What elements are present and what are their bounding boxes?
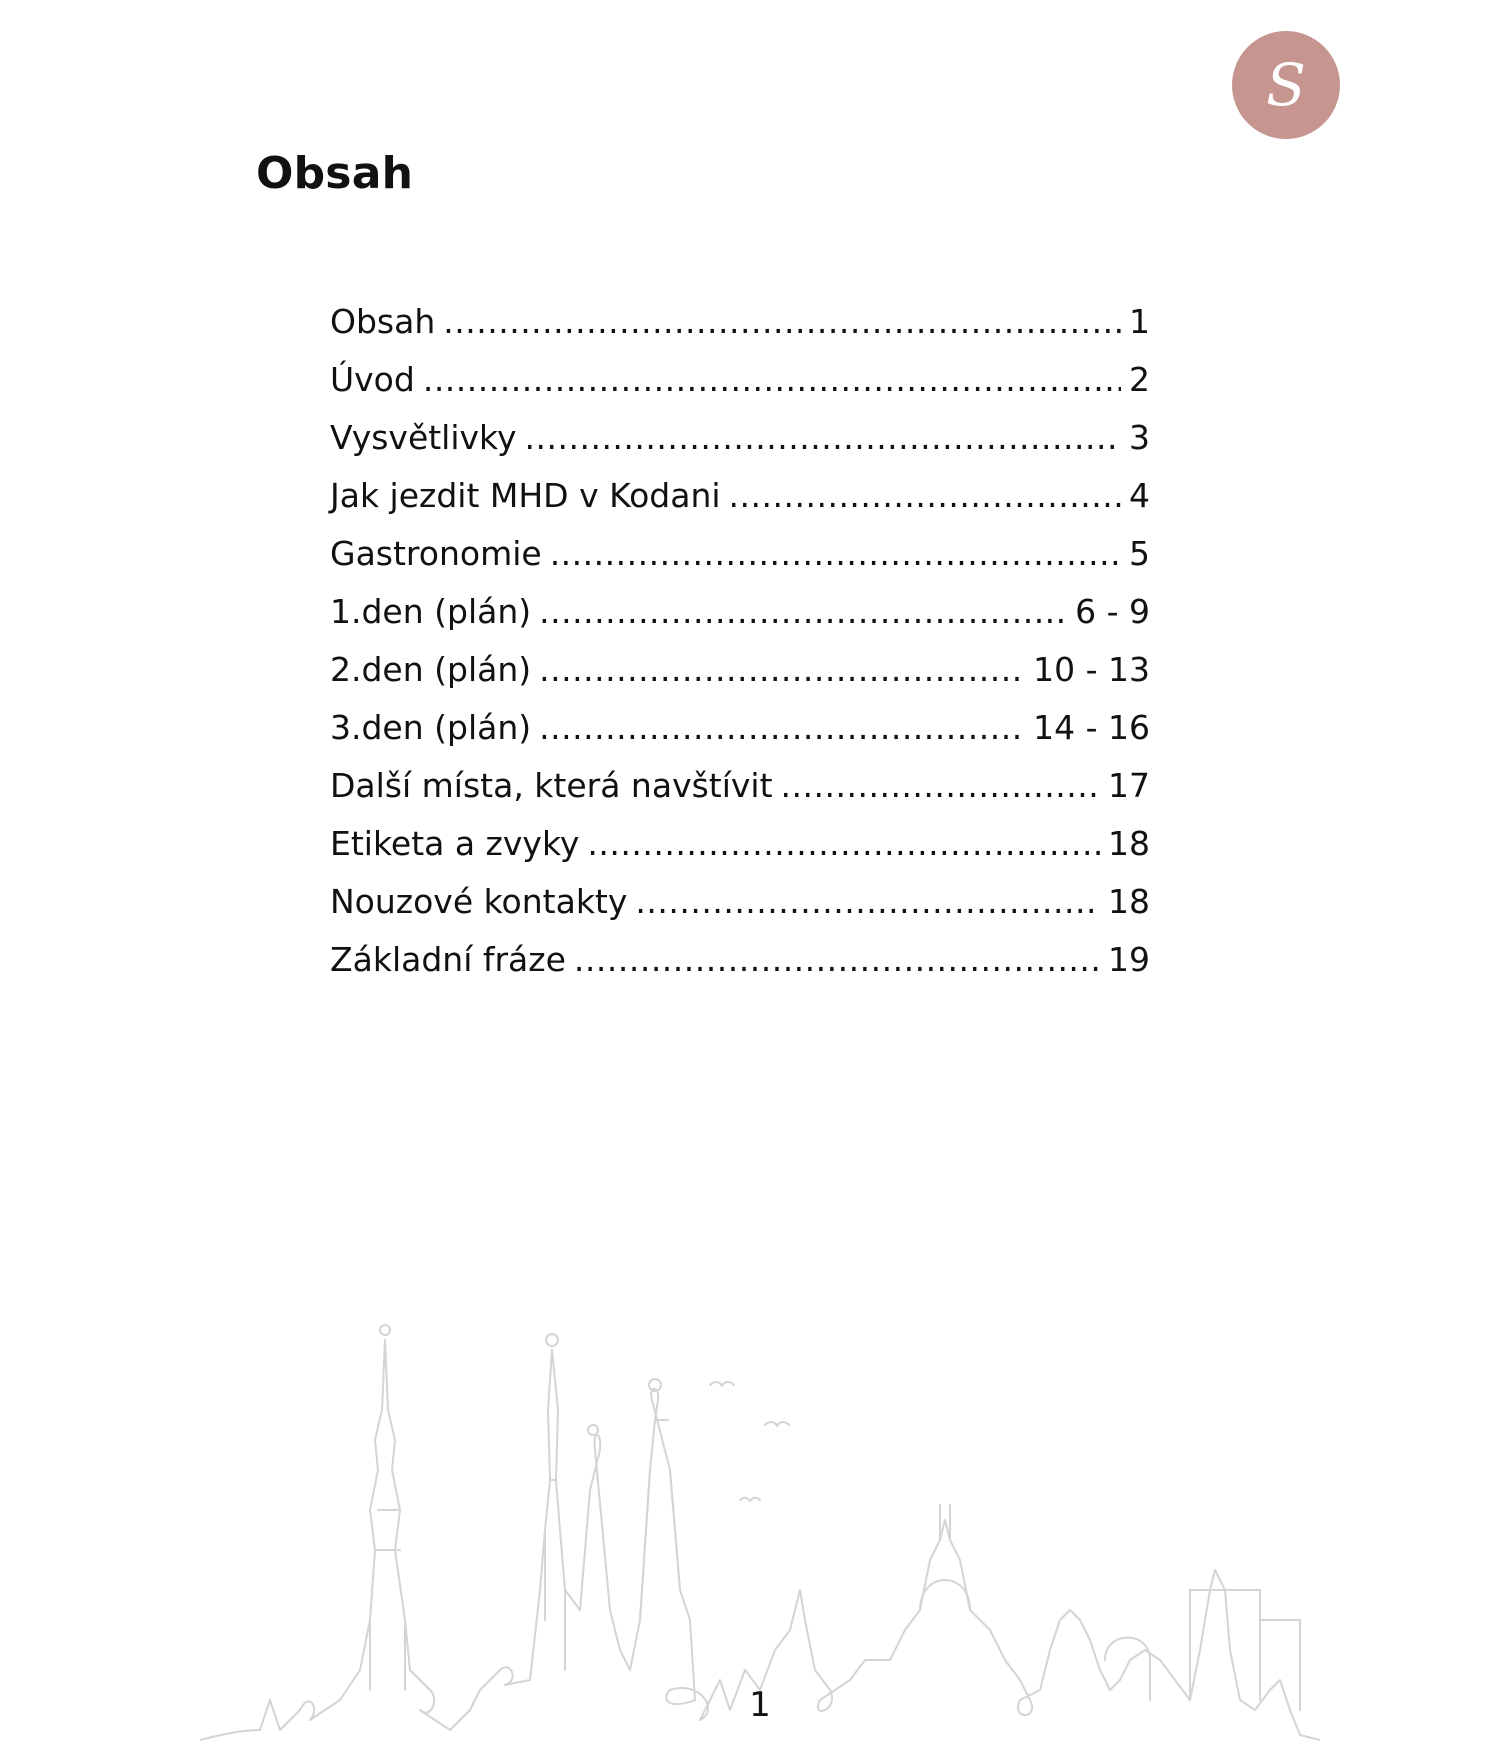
logo-letter: S [1266, 51, 1306, 119]
toc-leader-dots [587, 824, 1100, 863]
toc-entry[interactable] [330, 466, 1150, 524]
toc-entry-label: Další místa, která navštívit [330, 765, 773, 805]
logo-badge [1232, 31, 1340, 139]
page-number: 1 [749, 1685, 771, 1725]
toc-leader-dots [525, 418, 1121, 457]
toc-entry-label: Etiketa a zvyky [330, 823, 580, 863]
toc-entry-label: Vysvětlivky [330, 417, 517, 457]
toc-entry[interactable] [330, 292, 1150, 350]
toc-entry-page: 18 [1108, 823, 1150, 863]
toc-entry[interactable] [330, 930, 1150, 988]
toc-leader-dots [729, 476, 1121, 515]
toc-entry-page: 17 [1108, 765, 1150, 805]
toc-entry[interactable] [330, 350, 1150, 408]
toc-entry-label: Úvod [330, 359, 415, 399]
toc-entry-page: 6 - 9 [1075, 591, 1150, 631]
toc-entry-label: Nouzové kontakty [330, 881, 628, 921]
toc-entry-label: Jak jezdit MHD v Kodani [330, 475, 721, 515]
toc-entry[interactable] [330, 640, 1150, 698]
toc-entry-page: 1 [1129, 301, 1150, 341]
toc-entry-page: 3 [1129, 417, 1150, 457]
toc-entry-page: 19 [1108, 939, 1150, 979]
table-of-contents [330, 292, 1150, 988]
toc-entry-label: 3.den (plán) [330, 707, 532, 747]
toc-entry-label: 1.den (plán) [330, 591, 532, 631]
toc-leader-dots [539, 592, 1067, 631]
toc-entry-label: 2.den (plán) [330, 649, 532, 689]
toc-entry-label: Gastronomie [330, 533, 542, 573]
toc-entry[interactable] [330, 698, 1150, 756]
toc-leader-dots [781, 766, 1100, 805]
toc-entry[interactable] [330, 582, 1150, 640]
toc-entry-label: Základní fráze [330, 939, 566, 979]
toc-entry[interactable] [330, 524, 1150, 582]
city-skyline-illustration [200, 1290, 1320, 1750]
toc-entry-page: 18 [1108, 881, 1150, 921]
toc-entry[interactable] [330, 872, 1150, 930]
toc-leader-dots [550, 534, 1121, 573]
toc-entry[interactable] [330, 408, 1150, 466]
toc-entry[interactable] [330, 814, 1150, 872]
letter-s-monogram-icon [1232, 31, 1340, 139]
toc-leader-dots [423, 360, 1121, 399]
toc-entry-page: 5 [1129, 533, 1150, 573]
toc-entry[interactable] [330, 756, 1150, 814]
toc-leader-dots [539, 708, 1025, 747]
toc-entry-page: 2 [1129, 359, 1150, 399]
toc-entry-page: 4 [1129, 475, 1150, 515]
toc-entry-page: 14 - 16 [1033, 707, 1150, 747]
toc-leader-dots [443, 302, 1121, 341]
toc-entry-page: 10 - 13 [1033, 649, 1150, 689]
toc-leader-dots [539, 650, 1025, 689]
page-title: Obsah [256, 148, 414, 199]
toc-leader-dots [574, 940, 1100, 979]
toc-leader-dots [635, 882, 1100, 921]
toc-entry-label: Obsah [330, 301, 436, 341]
